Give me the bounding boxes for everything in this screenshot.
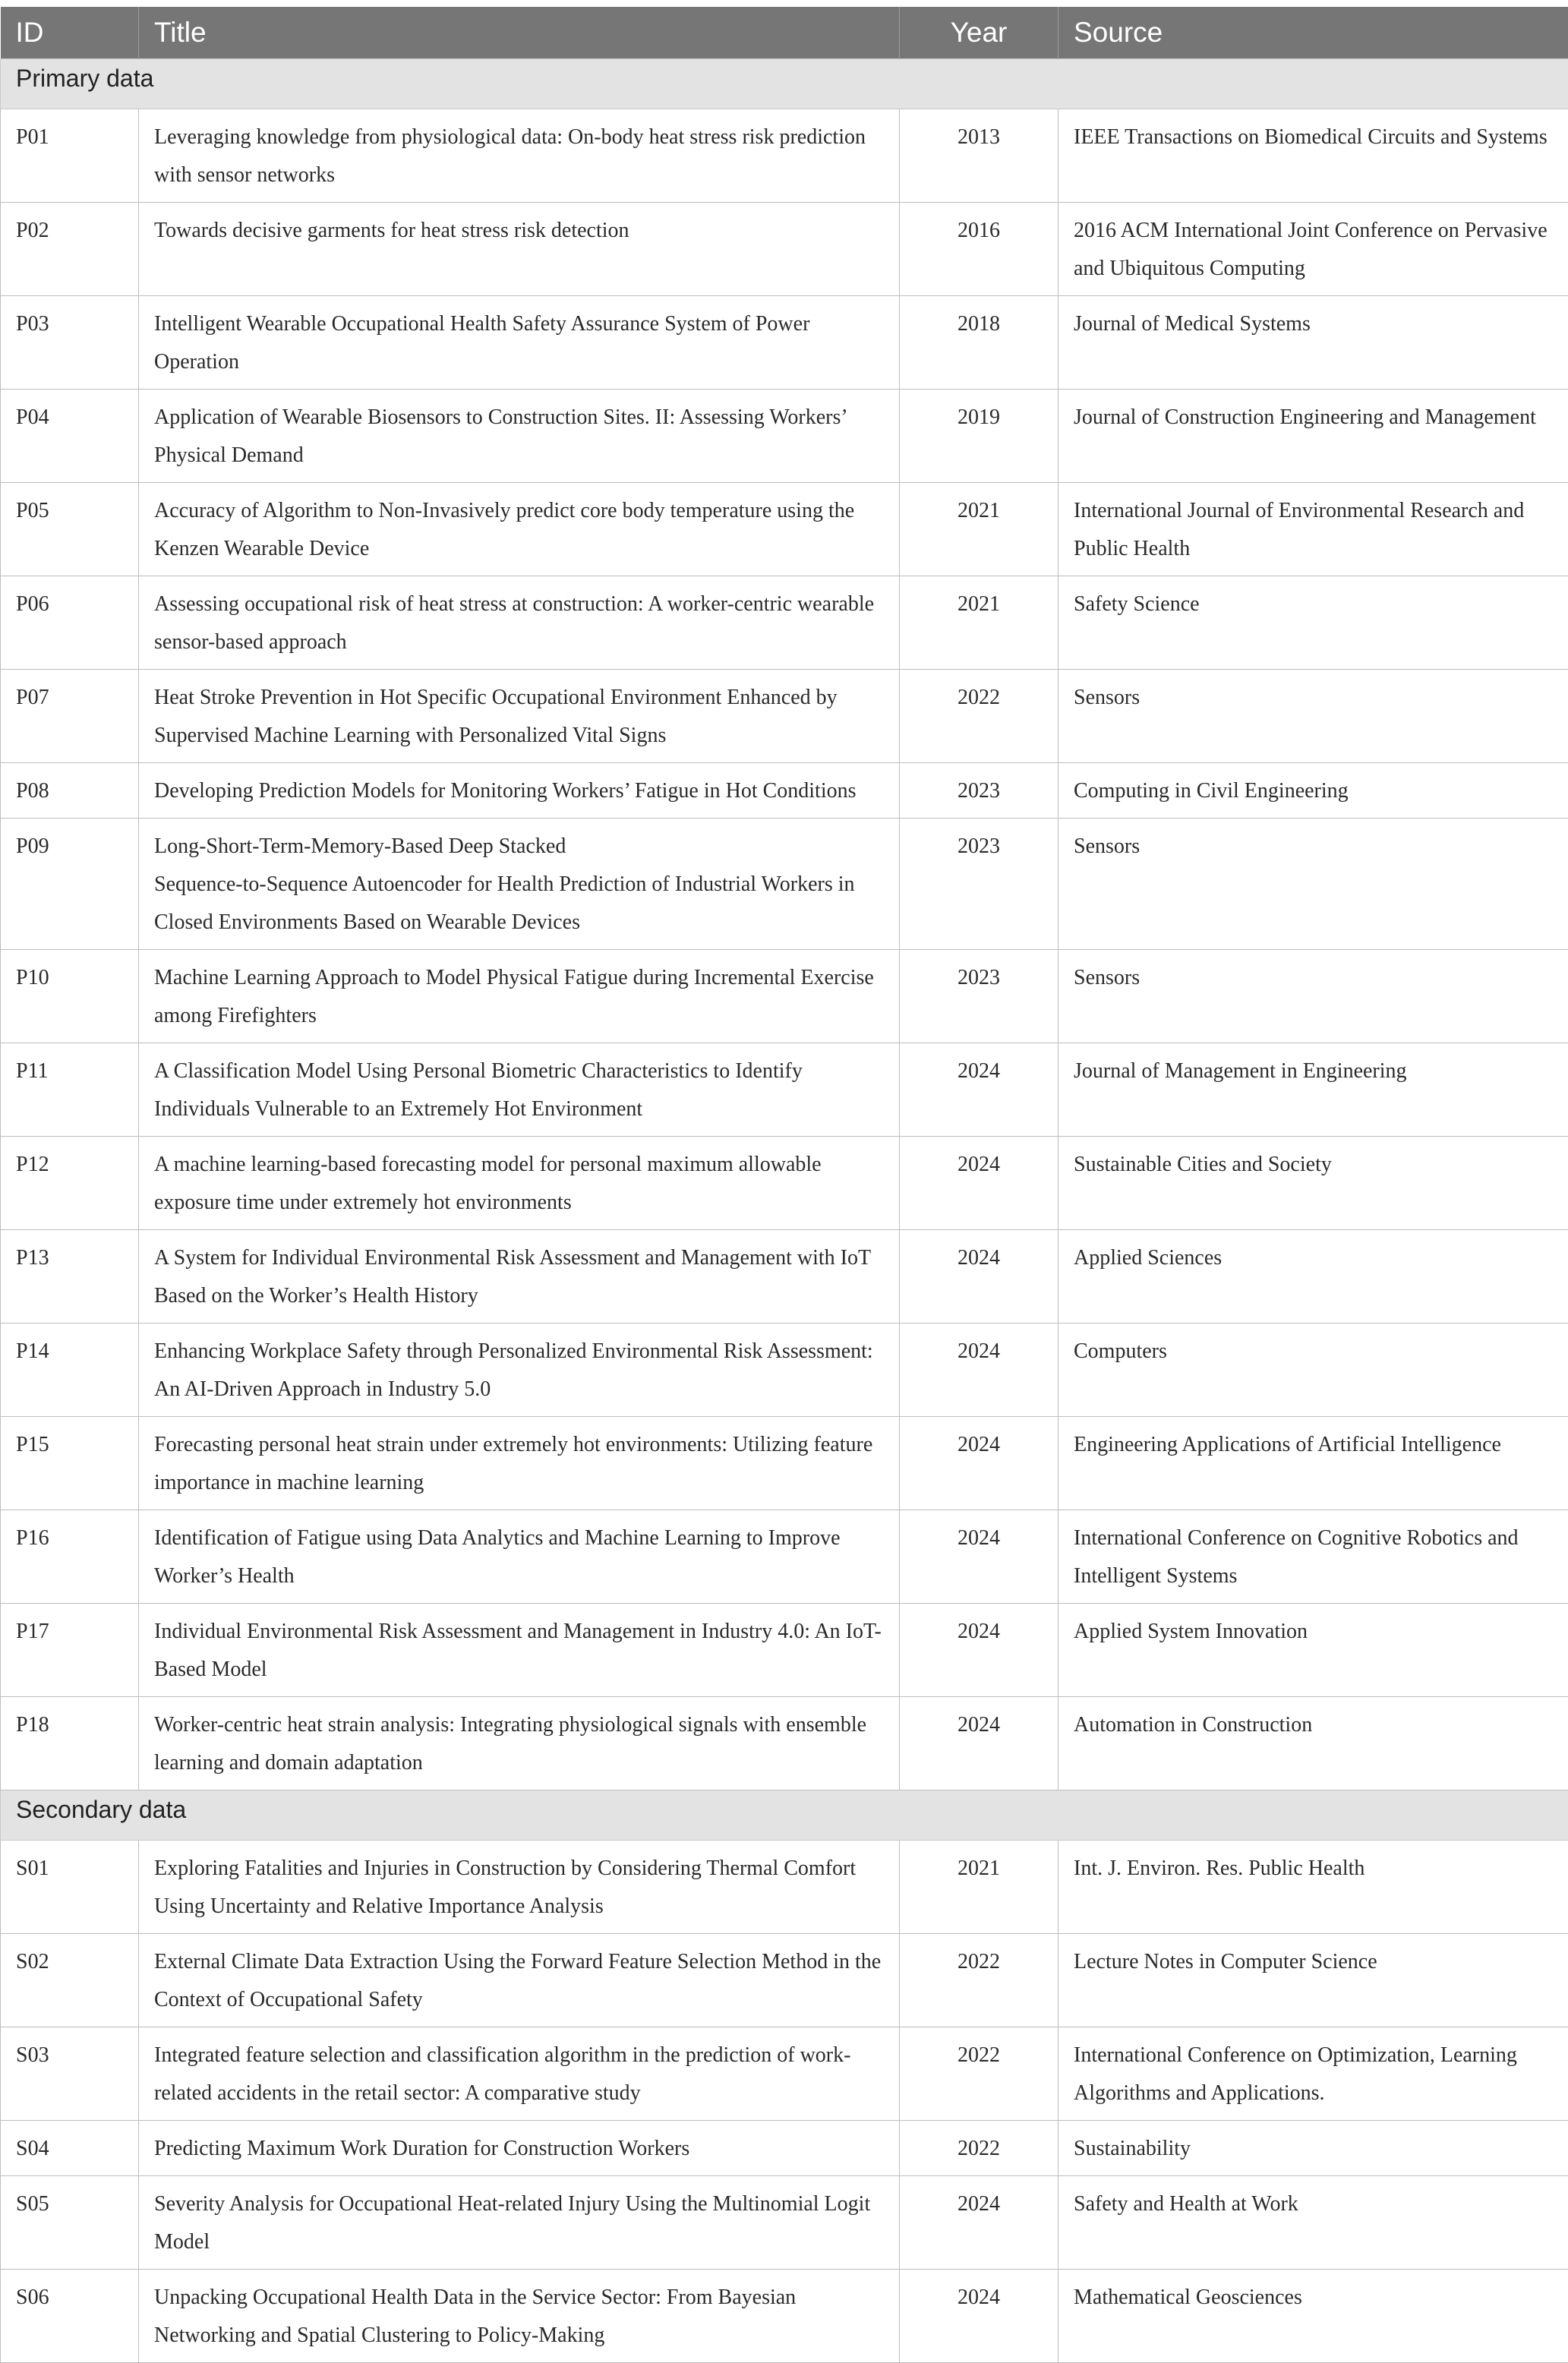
table-row (1, 1136, 1568, 1229)
cell-source: Automation in Construction (1058, 1696, 1568, 1790)
table-row (1, 949, 1568, 1043)
cell-title: Machine Learning Approach to Model Physical Fatigue during Incremental Exercise among Firefighters (139, 949, 900, 1043)
cell-source: Journal of Construction Engineering and Management (1058, 389, 1568, 482)
cell-title: A System for Individual Environmental Risk Assessment and Management with IoT Based on the Worker’s Health History (139, 1229, 900, 1323)
cell-year: 2023 (900, 762, 1058, 818)
table-row (1, 818, 1568, 949)
cell-id: P14 (1, 1323, 139, 1416)
cell-source: Applied System Innovation (1058, 1603, 1568, 1696)
cell-id: S02 (1, 1933, 139, 2027)
column-header-id: ID (1, 7, 139, 58)
literature-table-container (0, 7, 1568, 2363)
cell-id: P04 (1, 389, 139, 482)
cell-year: 2018 (900, 295, 1058, 389)
table-header-row (1, 7, 1568, 58)
cell-year: 2023 (900, 818, 1058, 949)
cell-source: Sustainable Cities and Society (1058, 1136, 1568, 1229)
table-row (1, 1323, 1568, 1416)
cell-title-line: Sequence-to-Sequence Autoencoder for Health Prediction of Industrial Workers in Closed Environments Based on Wearable Devices (154, 872, 855, 934)
cell-source: Journal of Management in Engineering (1058, 1043, 1568, 1136)
cell-year: 2024 (900, 1603, 1058, 1696)
cell-title: A Classification Model Using Personal Biometric Characteristics to Identify Individuals Vulnerable to an Extremely Hot Environment (139, 1043, 900, 1136)
cell-title: Exploring Fatalities and Injuries in Construction by Considering Thermal Comfort Using Uncertainty and Relative Importance Analysis (139, 1840, 900, 1933)
cell-year: 2024 (900, 2175, 1058, 2269)
cell-year: 2024 (900, 1043, 1058, 1136)
cell-source: IEEE Transactions on Biomedical Circuits and Systems (1058, 109, 1568, 202)
cell-title: Leveraging knowledge from physiological data: On-body heat stress risk prediction with sensor networks (139, 109, 900, 202)
cell-source: Sensors (1058, 818, 1568, 949)
table-row (1, 1603, 1568, 1696)
cell-title: Heat Stroke Prevention in Hot Specific Occupational Environment Enhanced by Supervised Machine Learning with Personalized Vital Signs (139, 669, 900, 762)
cell-source: Computing in Civil Engineering (1058, 762, 1568, 818)
table-row (1, 202, 1568, 295)
section-row-secondary (1, 1790, 1568, 1840)
table-row (1, 1043, 1568, 1136)
table-row (1, 109, 1568, 202)
table-row (1, 1840, 1568, 1933)
cell-source: Safety and Health at Work (1058, 2175, 1568, 2269)
cell-source: Mathematical Geosciences (1058, 2269, 1568, 2362)
cell-year: 2016 (900, 202, 1058, 295)
cell-source: Journal of Medical Systems (1058, 295, 1568, 389)
table-body (1, 58, 1568, 2362)
cell-title: Identification of Fatigue using Data Analytics and Machine Learning to Improve Worker’s Health (139, 1510, 900, 1603)
cell-title: Enhancing Workplace Safety through Personalized Environmental Risk Assessment: An AI-Driven Approach in Industry 5.0 (139, 1323, 900, 1416)
section-label-primary: Primary data (1, 58, 1568, 109)
table-row (1, 1933, 1568, 2027)
cell-title (139, 818, 900, 949)
table-row (1, 389, 1568, 482)
table-row (1, 669, 1568, 762)
cell-title: Intelligent Wearable Occupational Health Safety Assurance System of Power Operation (139, 295, 900, 389)
cell-title: A machine learning-based forecasting model for personal maximum allowable exposure time under extremely hot environments (139, 1136, 900, 1229)
cell-source: Int. J. Environ. Res. Public Health (1058, 1840, 1568, 1933)
cell-id: P16 (1, 1510, 139, 1603)
cell-year: 2023 (900, 949, 1058, 1043)
cell-id: P07 (1, 669, 139, 762)
table-row (1, 2027, 1568, 2120)
cell-id: P15 (1, 1416, 139, 1510)
table-row (1, 2120, 1568, 2175)
cell-title: Application of Wearable Biosensors to Construction Sites. II: Assessing Workers’ Physical Demand (139, 389, 900, 482)
cell-source: Safety Science (1058, 576, 1568, 669)
column-header-year: Year (900, 7, 1058, 58)
cell-year: 2024 (900, 1323, 1058, 1416)
cell-source: International Journal of Environmental Research and Public Health (1058, 482, 1568, 576)
cell-year: 2024 (900, 1136, 1058, 1229)
cell-year: 2022 (900, 2120, 1058, 2175)
table-row (1, 762, 1568, 818)
cell-source: International Conference on Cognitive Robotics and Intelligent Systems (1058, 1510, 1568, 1603)
cell-id: P12 (1, 1136, 139, 1229)
table-row (1, 1416, 1568, 1510)
table-row (1, 2269, 1568, 2362)
cell-title: Worker-centric heat strain analysis: Integrating physiological signals with ensemble learning and domain adaptation (139, 1696, 900, 1790)
cell-year: 2022 (900, 669, 1058, 762)
column-header-source: Source (1058, 7, 1568, 58)
table-row (1, 1510, 1568, 1603)
cell-title: Towards decisive garments for heat stress risk detection (139, 202, 900, 295)
table-row (1, 576, 1568, 669)
cell-title: Forecasting personal heat strain under extremely hot environments: Utilizing feature importance in machine learning (139, 1416, 900, 1510)
cell-source: Computers (1058, 1323, 1568, 1416)
cell-source: Engineering Applications of Artificial Intelligence (1058, 1416, 1568, 1510)
cell-year: 2024 (900, 1416, 1058, 1510)
cell-title: External Climate Data Extraction Using the Forward Feature Selection Method in the Context of Occupational Safety (139, 1933, 900, 2027)
cell-year: 2024 (900, 1229, 1058, 1323)
literature-table (0, 7, 1568, 2363)
cell-id: P13 (1, 1229, 139, 1323)
cell-id: P06 (1, 576, 139, 669)
cell-title: Individual Environmental Risk Assessment and Management in Industry 4.0: An IoT-Based Model (139, 1603, 900, 1696)
cell-id: P09 (1, 818, 139, 949)
cell-source: 2016 ACM International Joint Conference on Pervasive and Ubiquitous Computing (1058, 202, 1568, 295)
table-row (1, 2175, 1568, 2269)
cell-source: Applied Sciences (1058, 1229, 1568, 1323)
cell-id: P05 (1, 482, 139, 576)
cell-id: S04 (1, 2120, 139, 2175)
cell-id: S03 (1, 2027, 139, 2120)
cell-year: 2022 (900, 2027, 1058, 2120)
cell-year: 2022 (900, 1933, 1058, 2027)
table-row (1, 1696, 1568, 1790)
cell-year: 2021 (900, 1840, 1058, 1933)
cell-id: P17 (1, 1603, 139, 1696)
cell-id: P18 (1, 1696, 139, 1790)
column-header-title: Title (139, 7, 900, 58)
cell-year: 2013 (900, 109, 1058, 202)
cell-title: Unpacking Occupational Health Data in the Service Sector: From Bayesian Networking and Spatial Clustering to Policy-Making (139, 2269, 900, 2362)
cell-id: P08 (1, 762, 139, 818)
cell-source: Sustainability (1058, 2120, 1568, 2175)
cell-year: 2021 (900, 576, 1058, 669)
cell-id: S06 (1, 2269, 139, 2362)
cell-id: P03 (1, 295, 139, 389)
cell-year: 2019 (900, 389, 1058, 482)
cell-title: Severity Analysis for Occupational Heat-related Injury Using the Multinomial Logit Model (139, 2175, 900, 2269)
cell-id: P02 (1, 202, 139, 295)
table-row (1, 1229, 1568, 1323)
cell-title: Developing Prediction Models for Monitoring Workers’ Fatigue in Hot Conditions (139, 762, 900, 818)
cell-id: P01 (1, 109, 139, 202)
cell-year: 2024 (900, 2269, 1058, 2362)
cell-year: 2024 (900, 1510, 1058, 1603)
cell-year: 2021 (900, 482, 1058, 576)
cell-title: Predicting Maximum Work Duration for Construction Workers (139, 2120, 900, 2175)
cell-id: P10 (1, 949, 139, 1043)
section-label-secondary: Secondary data (1, 1790, 1568, 1840)
cell-id: S05 (1, 2175, 139, 2269)
section-row-primary (1, 58, 1568, 109)
cell-title: Integrated feature selection and classification algorithm in the prediction of work-related accidents in the retail sector: A comparative study (139, 2027, 900, 2120)
table-row (1, 482, 1568, 576)
cell-year: 2024 (900, 1696, 1058, 1790)
cell-source: International Conference on Optimization, Learning Algorithms and Applications. (1058, 2027, 1568, 2120)
cell-source: Sensors (1058, 669, 1568, 762)
cell-title: Accuracy of Algorithm to Non-Invasively predict core body temperature using the Kenzen Wearable Device (139, 482, 900, 576)
cell-id: S01 (1, 1840, 139, 1933)
cell-source: Lecture Notes in Computer Science (1058, 1933, 1568, 2027)
cell-source: Sensors (1058, 949, 1568, 1043)
cell-id: P11 (1, 1043, 139, 1136)
table-row (1, 295, 1568, 389)
cell-title: Assessing occupational risk of heat stress at construction: A worker-centric wearable sensor-based approach (139, 576, 900, 669)
cell-title-line: Long-Short-Term-Memory-Based Deep Stacked (154, 834, 566, 858)
